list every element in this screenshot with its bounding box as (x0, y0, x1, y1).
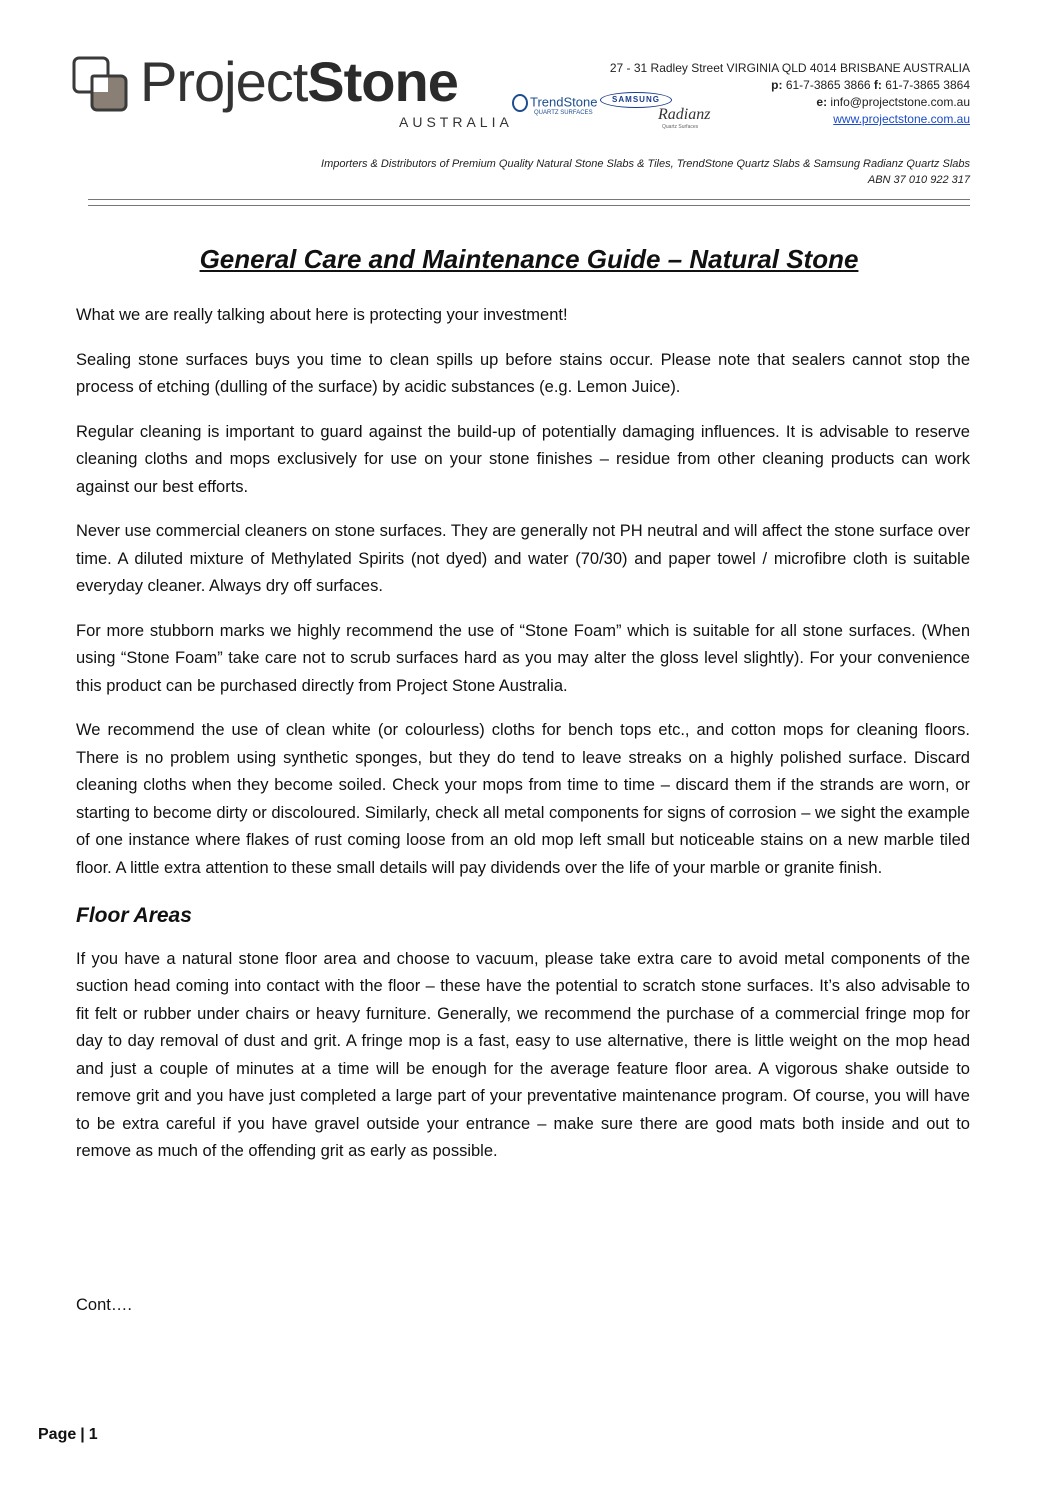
page-title: General Care and Maintenance Guide – Natural Stone (199, 244, 859, 274)
paragraph: Never use commercial cleaners on stone surfaces. They are generally not PH neutral and will affect the stone surface over time. A diluted mixture of Methylated Spirits (not dyed) and water (70/30) and paper towel / microfibre cloth is suitable everyday cleaner. Always dry off surfaces. (76, 522, 970, 595)
phone-number: 61-7-3865 3866 (785, 78, 871, 92)
paragraph: For more stubborn marks we highly recommend the use of “Stone Foam” which is suitable for all stone surfaces. (When using “Stone Foam” take care not to scrub surfaces hard as you may alter the gloss level slightly). For your convenience this product can be purchased directly from Project Stone Australia. (76, 621, 970, 695)
paragraph: We recommend the use of clean white (or colourless) cloths for bench tops etc., and cotton mops for cleaning floors. There is no problem using synthetic sponges, but they do tend to leave streaks on a highly polished surface. Discard cleaning cloths when they become soiled. Check your mops from time to time – discard them if the strands are worn, or starting to become dirty or discoloured. Similarly, check all metal components for signs of corrosion – we sight the example of one instance where flakes of rust coming loose from an old mop left small but noticeable stains on a new marble tiled floor. A little extra attention to these small details will pay dividends over the life of your marble or granite finish. (76, 721, 970, 877)
fax-label: f: (873, 78, 882, 92)
tagline-text: Importers & Distributors of Premium Quality Natural Stone Slabs & Tiles, TrendStone Quartz Slabs & Samsung Radianz Quartz Slabs (321, 158, 970, 170)
email-label: e: (816, 95, 828, 109)
tagline (321, 156, 970, 188)
page-separator: | (80, 1426, 85, 1443)
email-address: info@projectstone.com.au (830, 95, 970, 109)
logo-mark-icon (72, 56, 130, 114)
trendstone-name: TrendStone (530, 94, 598, 110)
trendstone-subtitle: QUARTZ SURFACES (534, 110, 593, 116)
paragraph: What we are really talking about here is protecting your investment! (76, 306, 568, 324)
logo-subtitle: AUSTRALIA (399, 114, 513, 130)
document-body (76, 302, 970, 1183)
fax-number: 61-7-3865 3864 (885, 78, 970, 92)
paragraph: Regular cleaning is important to guard against the build-up of potentially damaging influences. It is advisable to reserve cleaning cloths and mops exclusively for use on your stone finishes – residue from other cleaning products can work against our best efforts. (76, 422, 970, 496)
paragraph: Sealing stone surfaces buys you time to clean spills up before stains occur. Please note that sealers cannot stop the process of etching (dulling of the surface) by acidic substances (e.g. Lemon Juice). (76, 350, 970, 396)
radianz-subtitle: Quartz Surfaces (662, 124, 699, 130)
phone-fax-line (610, 77, 970, 94)
email-line (610, 94, 970, 111)
page-label: Page (38, 1426, 77, 1443)
radianz-logo: Radianz (658, 106, 711, 123)
address: 27 - 31 Radley Street VIRGINIA QLD 4014 BRISBANE AUSTRALIA (609, 61, 970, 75)
samsung-logo: SAMSUNG (600, 92, 672, 108)
website-link[interactable]: www.projectstone.com.au (833, 112, 970, 126)
project-stone-logo (72, 50, 513, 134)
header-divider-top (88, 199, 970, 200)
header-divider-bottom (88, 205, 970, 206)
trendstone-icon (512, 94, 528, 112)
page-footer (38, 1426, 98, 1444)
phone-label: p: (771, 78, 783, 92)
logo-wordmark (140, 50, 458, 114)
logo-word-stone: Stone (307, 50, 458, 113)
contact-block (610, 60, 970, 128)
continued-note: Cont…. (76, 1296, 132, 1314)
logo-word-project: Project (140, 50, 308, 113)
abn: ABN 37 010 922 317 (867, 174, 970, 186)
page-number: 1 (88, 1426, 98, 1443)
section-heading-floor-areas: Floor Areas (76, 904, 192, 927)
paragraph: If you have a natural stone floor area and choose to vacuum, please take extra care to avoid metal components of the suction head coming into contact with the floor – these have the potential to scratch stone surfaces. It’s also advisable to fit felt or rubber under chairs or heavy furniture. Generally, we recommend the purchase of a commercial fringe mop for day to day removal of dust and grit. A fringe mop is a fast, easy to use alternative, there is little weight on the mop head and just a couple of minutes at a time will be enough for the average feature floor area. A vigorous shake outside to remove grit and you have just completed a large part of your preventative maintenance program. Of course, you will have to be extra careful if you have gravel outside your entrance – make sure there are good mats both inside and out to remove as much of the offending grit as early as possible. (76, 949, 970, 1160)
